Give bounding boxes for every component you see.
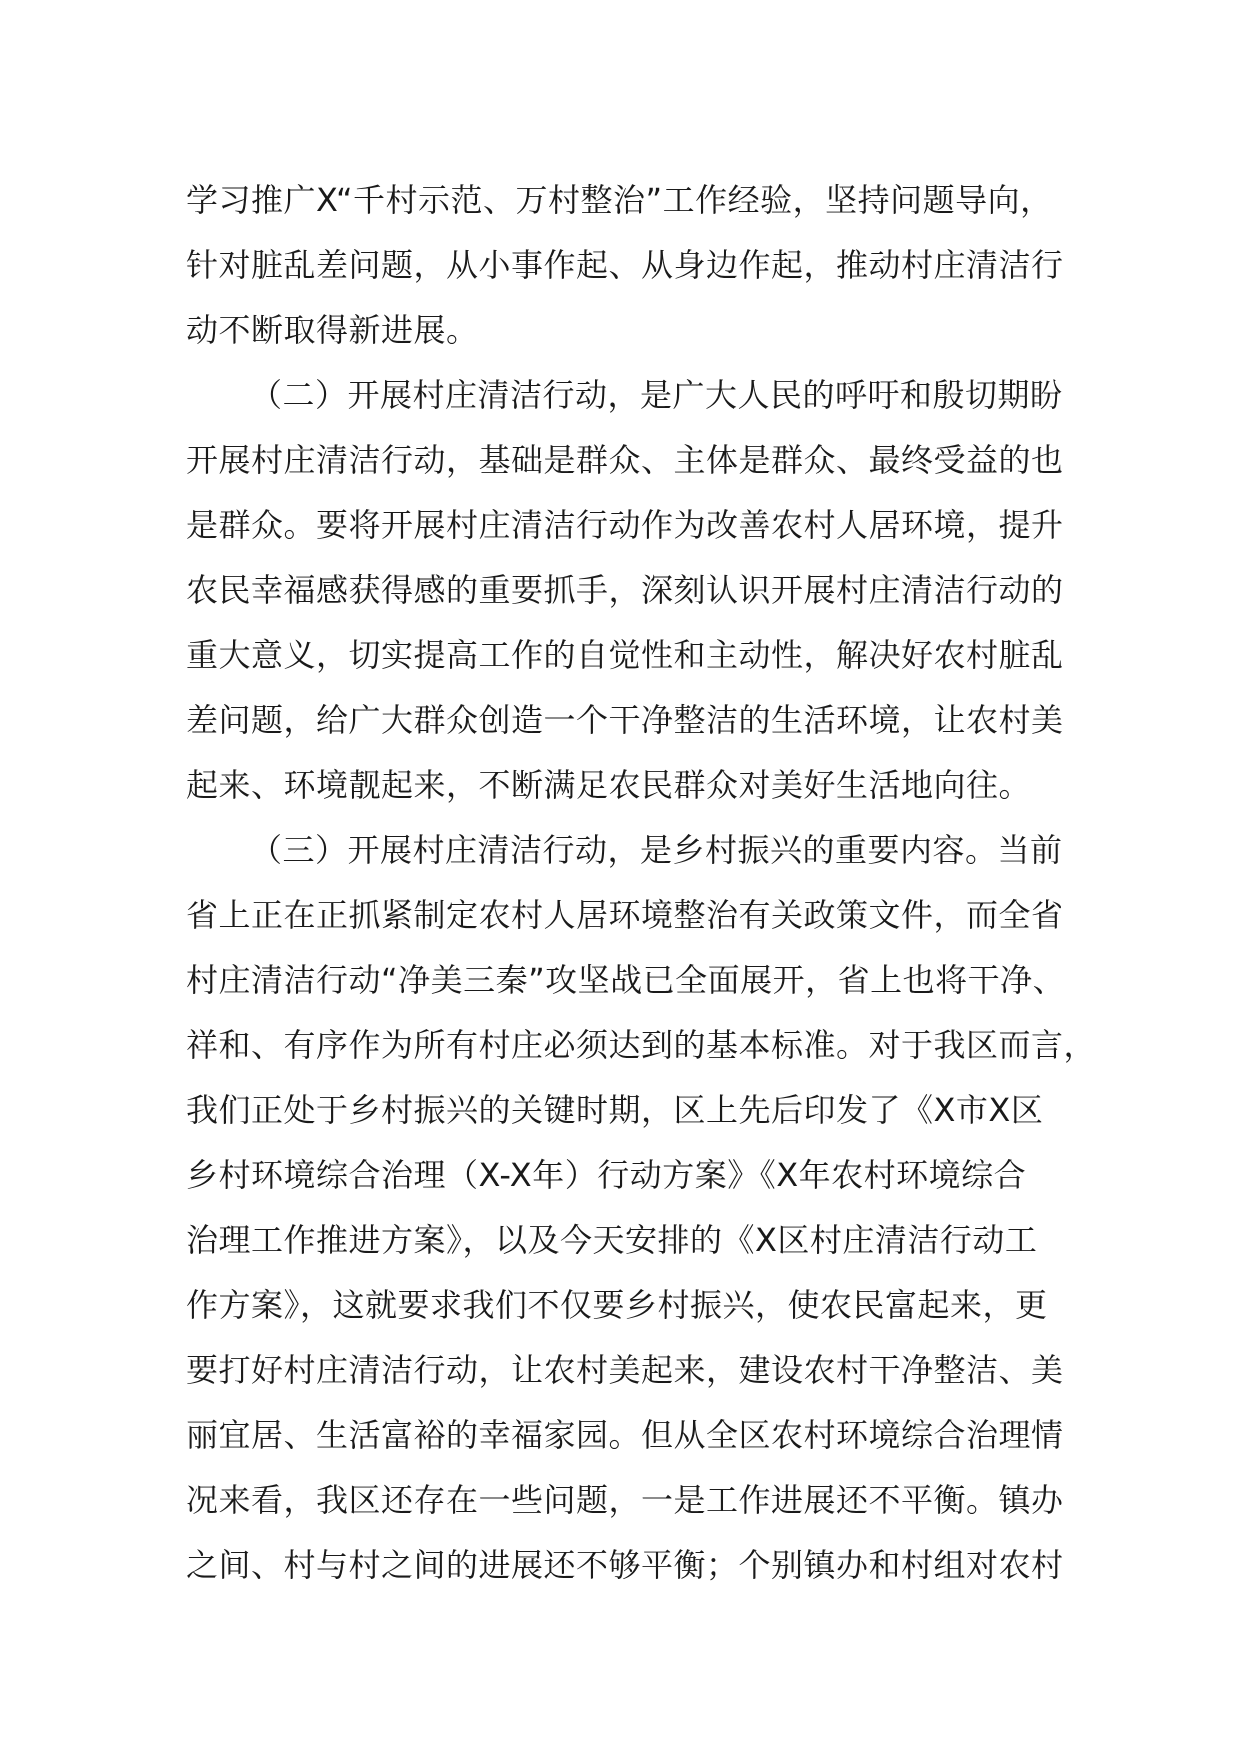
text-line: 是群众。要将开展村庄清洁行动作为改善农村人居环境，提升 xyxy=(186,506,1064,544)
text-line: 之间、村与村之间的进展还不够平衡；个别镇办和村组对农村 xyxy=(186,1546,1064,1584)
text-line: 治理工作推进方案》，以及今天安排的《X区村庄清洁行动工 xyxy=(186,1221,1038,1259)
text-line: 作方案》，这就要求我们不仅要乡村振兴，使农民富起来，更 xyxy=(186,1286,1048,1324)
text-line: 针对脏乱差问题，从小事作起、从身边作起，推动村庄清洁行 xyxy=(186,246,1064,284)
text-line: 祥和、有序作为所有村庄必须达到的基本标准。对于我区而言， xyxy=(186,1026,1097,1064)
text-line: 重大意义，切实提高工作的自觉性和主动性，解决好农村脏乱 xyxy=(186,636,1064,674)
text-line: 省上正在正抓紧制定农村人居环境整治有关政策文件，而全省 xyxy=(186,896,1064,934)
document-body xyxy=(186,168,1097,1598)
section-heading-three: （三）开展村庄清洁行动，是乡村振兴的重要内容。当前 xyxy=(250,831,1063,869)
text-line: 开展村庄清洁行动，基础是群众、主体是群众、最终受益的也 xyxy=(186,441,1064,479)
text-line: 我们正处于乡村振兴的关键时期，区上先后印发了《X市X区 xyxy=(186,1091,1044,1129)
text-line: 动不断取得新进展。 xyxy=(186,311,479,349)
text-line: 乡村环境综合治理（X-X年）行动方案》《X年农村环境综合 xyxy=(186,1156,1027,1194)
text-line: 差问题，给广大群众创造一个干净整洁的生活环境，让农村美 xyxy=(186,701,1064,739)
text-line: 起来、环境靓起来，不断满足农民群众对美好生活地向往。 xyxy=(186,766,1032,804)
text-line: 要打好村庄清洁行动，让农村美起来，建设农村干净整洁、美 xyxy=(186,1351,1064,1389)
text-line: 村庄清洁行动“净美三秦”攻坚战已全面展开，省上也将干净、 xyxy=(186,961,1066,999)
section-heading-two: （二）开展村庄清洁行动，是广大人民的呼吁和殷切期盼 xyxy=(250,376,1063,414)
text-line: 农民幸福感获得感的重要抓手，深刻认识开展村庄清洁行动的 xyxy=(186,571,1064,609)
text-line: 学习推广X“千村示范、万村整治”工作经验，坚持问题导向， xyxy=(186,181,1053,219)
text-line: 况来看，我区还存在一些问题，一是工作进展还不平衡。镇办 xyxy=(186,1481,1064,1519)
text-line: 丽宜居、生活富裕的幸福家园。但从全区农村环境综合治理情 xyxy=(186,1416,1064,1454)
